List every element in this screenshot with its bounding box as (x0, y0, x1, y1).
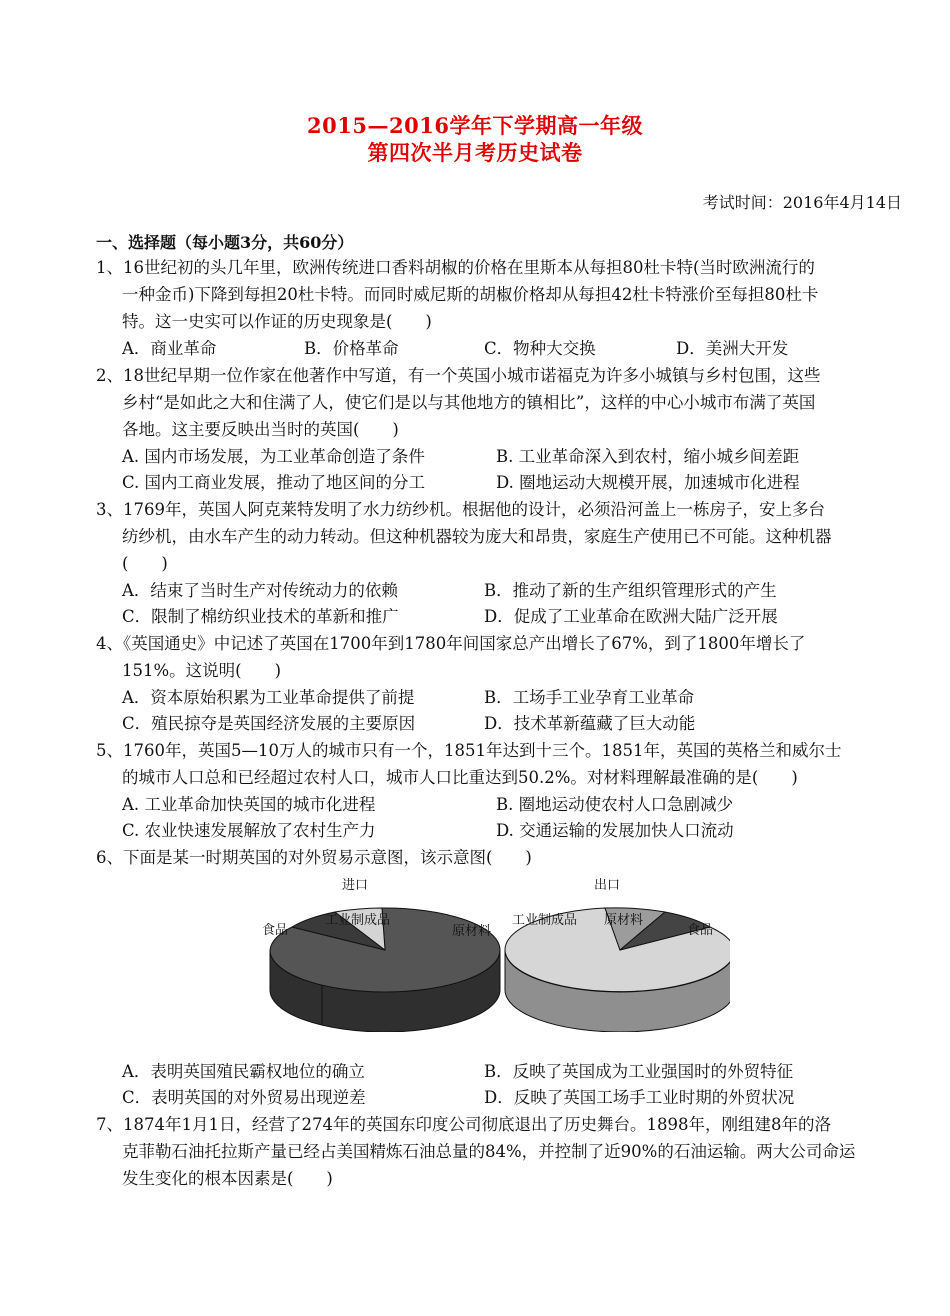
option-c: C．表明英国的对外贸易出现逆差 (122, 1088, 366, 1107)
question-text-line: 一种金币)下降到每担20杜卡特。而同时威尼斯的胡椒价格却从每担42杜卡特涨价至每担80杜卡 (122, 285, 819, 304)
option-b: B．推动了新的生产组织管理形式的产生 (484, 581, 777, 600)
option-b: B. 圈地运动使农村人口急剧减少 (496, 795, 734, 814)
question-text-line: 5、1760年，英国5—10万人的城市只有一个，1851年达到十三个。1851年，英国的英格兰和威尔士 (96, 741, 842, 760)
import-title: 进口 (342, 878, 369, 893)
option-b: B．工场手工业孕育工业革命 (484, 688, 695, 707)
trade-figure (250, 872, 730, 1032)
import-label-manufactured: 工业制成品 (325, 913, 391, 928)
question-text-line: 纺纱机，由水车产生的动力转动。但这种机器较为庞大和昂贵，家庭生产使用已不可能。这种机器 (122, 527, 832, 546)
import-label-raw: 原材料 (452, 924, 492, 939)
option-b: B．反映了英国成为工业强国时的外贸特征 (484, 1062, 794, 1081)
section-heading: 一、选择题（每小题3分，共60分） (96, 233, 354, 252)
question-text-line: 乡村“是如此之大和住满了人，使它们是以与其他地方的镇相比”，这样的中心小城市布满了英国 (122, 393, 816, 412)
import-label-food: 食品 (262, 923, 289, 938)
option-d: D．美洲大开发 (676, 339, 789, 358)
option-c: C. 国内工商业发展，推动了地区间的分工 (122, 473, 426, 492)
question-text-line: 的城市人口总和已经超过农村人口，城市人口比重达到50.2%。对材料理解最准确的是( ) (122, 768, 798, 787)
option-d: D. 交通运输的发展加快人口流动 (496, 821, 734, 840)
title-line-1: 2015—2016学年下学期高一年级 (307, 113, 643, 138)
option-a: A．商业革命 (122, 339, 217, 358)
question-text-line: 4、《英国通史》中记述了英国在1700年到1780年间国家总产出增长了67%，到了1800年增长了 (96, 634, 806, 653)
option-b: B. 工业革命深入到农村，缩小城乡间差距 (496, 447, 800, 466)
option-a: A. 工业革命加快英国的城市化进程 (122, 795, 376, 814)
import-pie (262, 877, 500, 1032)
option-a: A．结束了当时生产对传统动力的依赖 (122, 581, 398, 600)
export-pie (505, 877, 730, 1032)
question-text-line: 1、16世纪初的头几年里，欧洲传统进口香料胡椒的价格在里斯本从每担80杜卡特(当时欧洲流行的 (96, 258, 815, 277)
question-text-line: 6、下面是某一时期英国的对外贸易示意图，该示意图( ) (96, 848, 532, 867)
option-a: A．表明英国殖民霸权地位的确立 (122, 1062, 365, 1081)
question-text-line: 发生变化的根本因素是( ) (122, 1169, 333, 1188)
question-text-line: 2、18世纪早期一位作家在他著作中写道，有一个英国小城市诺福克为许多小城镇与乡村包围，这些 (96, 366, 821, 385)
export-label-raw: 原材料 (604, 913, 644, 928)
exam-time: 考试时间：2016年4月14日 (702, 193, 902, 212)
title-line-2: 第四次半月考历史试卷 (367, 140, 583, 165)
option-c: C．殖民掠夺是英国经济发展的主要原因 (122, 714, 416, 733)
question-text-line: 各地。这主要反映出当时的英国( ) (122, 420, 399, 439)
question-text-line: 特。这一史实可以作证的历史现象是( ) (122, 312, 432, 331)
export-label-food: 食品 (687, 923, 714, 938)
option-d: D. 圈地运动大规模开展，加速城市化进程 (496, 473, 800, 492)
question-text-line: 151%。这说明( ) (122, 661, 282, 680)
option-d: D．反映了英国工场手工业时期的外贸状况 (484, 1088, 795, 1107)
option-a: A．资本原始积累为工业革命提供了前提 (122, 688, 415, 707)
option-c: C．限制了棉纺织业技术的革新和推广 (122, 607, 399, 626)
question-text-line: 3、1769年，英国人阿克莱特发明了水力纺纱机。根据他的设计，必须沿河盖上一栋房子，安上多台 (96, 500, 825, 519)
option-b: B．价格革命 (304, 339, 399, 358)
option-c: C．物种大交换 (484, 339, 596, 358)
option-c: C. 农业快速发展解放了农村生产力 (122, 821, 376, 840)
option-d: D．技术革新蕴藏了巨大动能 (484, 714, 696, 733)
question-text-line: ( ) (122, 554, 168, 573)
question-text-line: 克菲勒石油托拉斯产量已经占美国精炼石油总量的84%，并控制了近90%的石油运输。两大公司命运 (122, 1142, 856, 1161)
option-a: A. 国内市场发展，为工业革命创造了条件 (122, 447, 425, 466)
export-title: 出口 (594, 878, 621, 893)
option-d: D．促成了工业革命在欧洲大陆广泛开展 (484, 607, 778, 626)
question-text-line: 7、1874年1月1日，经营了274年的英国东印度公司彻底退出了历史舞台。1898年，刚组建8年的洛 (96, 1115, 831, 1134)
export-label-manufactured: 工业制成品 (512, 913, 578, 928)
